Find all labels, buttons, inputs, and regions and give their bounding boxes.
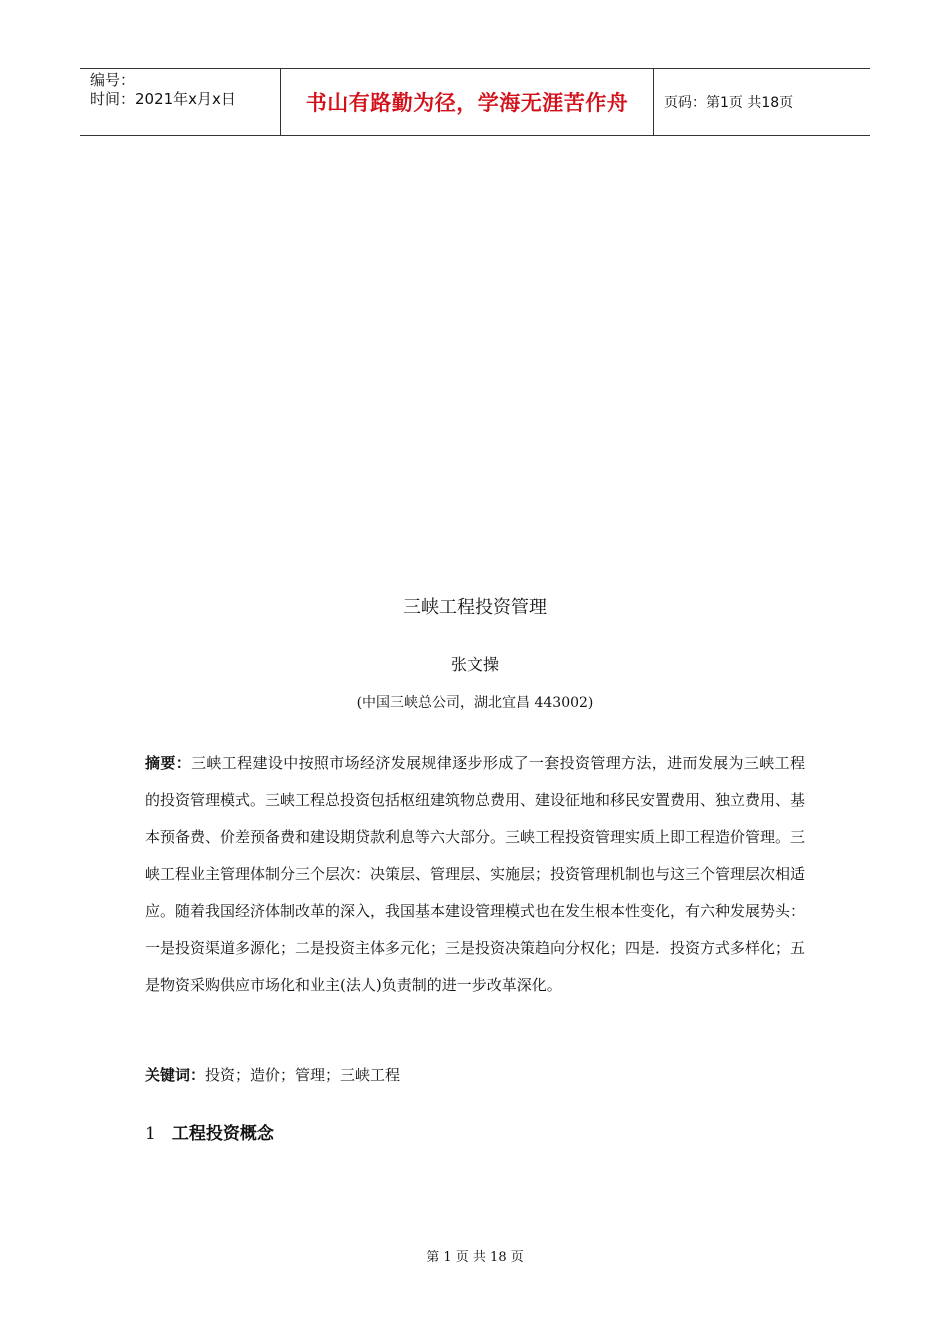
header-meta-cell [80,69,281,135]
keywords-line [145,1064,400,1085]
article-author: 张文操 [450,655,499,674]
article-affiliation: (中国三峡总公司，湖北宜昌 443002) [356,695,594,711]
keywords-label: 关键词： [145,1066,206,1084]
abstract-paragraph [145,745,805,1004]
article-title: 三峡工程投资管理 [403,597,547,618]
date-label: 时间：2021年x月x日 [90,90,236,108]
document-header [80,68,870,136]
keywords-text: 投资；造价；管理；三峡工程 [205,1066,401,1084]
section-title: 工程投资概念 [171,1124,274,1144]
number-label: 编号： [90,71,136,89]
abstract-label: 摘要： [145,754,192,772]
section-heading [145,1119,274,1144]
header-motto: 书山有路勤为径，学海无涯苦作舟 [281,69,654,135]
abstract-text: 三峡工程建设中按照市场经济发展规律逐步形成了一套投资管理方法，进而发展为三峡工程的投资管理模式。三峡工程总投资包括枢纽建筑物总费用、建设征地和移民安置费用、独立费用、基本预备费、价差预备费和建设期贷款利息等六大部分。三峡工程投资管理实质上即工程造价管理。三峡工程业主管理体制分三个层次：决策层、管理层、实施层；投资管理机制也与这三个管理层次相适应。随着我国经济体制改革的深入，我国基本建设管理模式也在发生根本性变化，有六种发展势头：一是投资渠道多源化；二是投资主体多元化；三是投资决策趋向分权化；四是．投资方式多样化；五是物资采购供应市场化和业主(法人)负责制的进一步改革深化。 [145,754,806,994]
page-footer: 第 1 页 共 18 页 [426,1250,524,1265]
header-page-info: 页码：第1页 共18页 [664,95,794,111]
section-number: 1 [145,1124,156,1144]
